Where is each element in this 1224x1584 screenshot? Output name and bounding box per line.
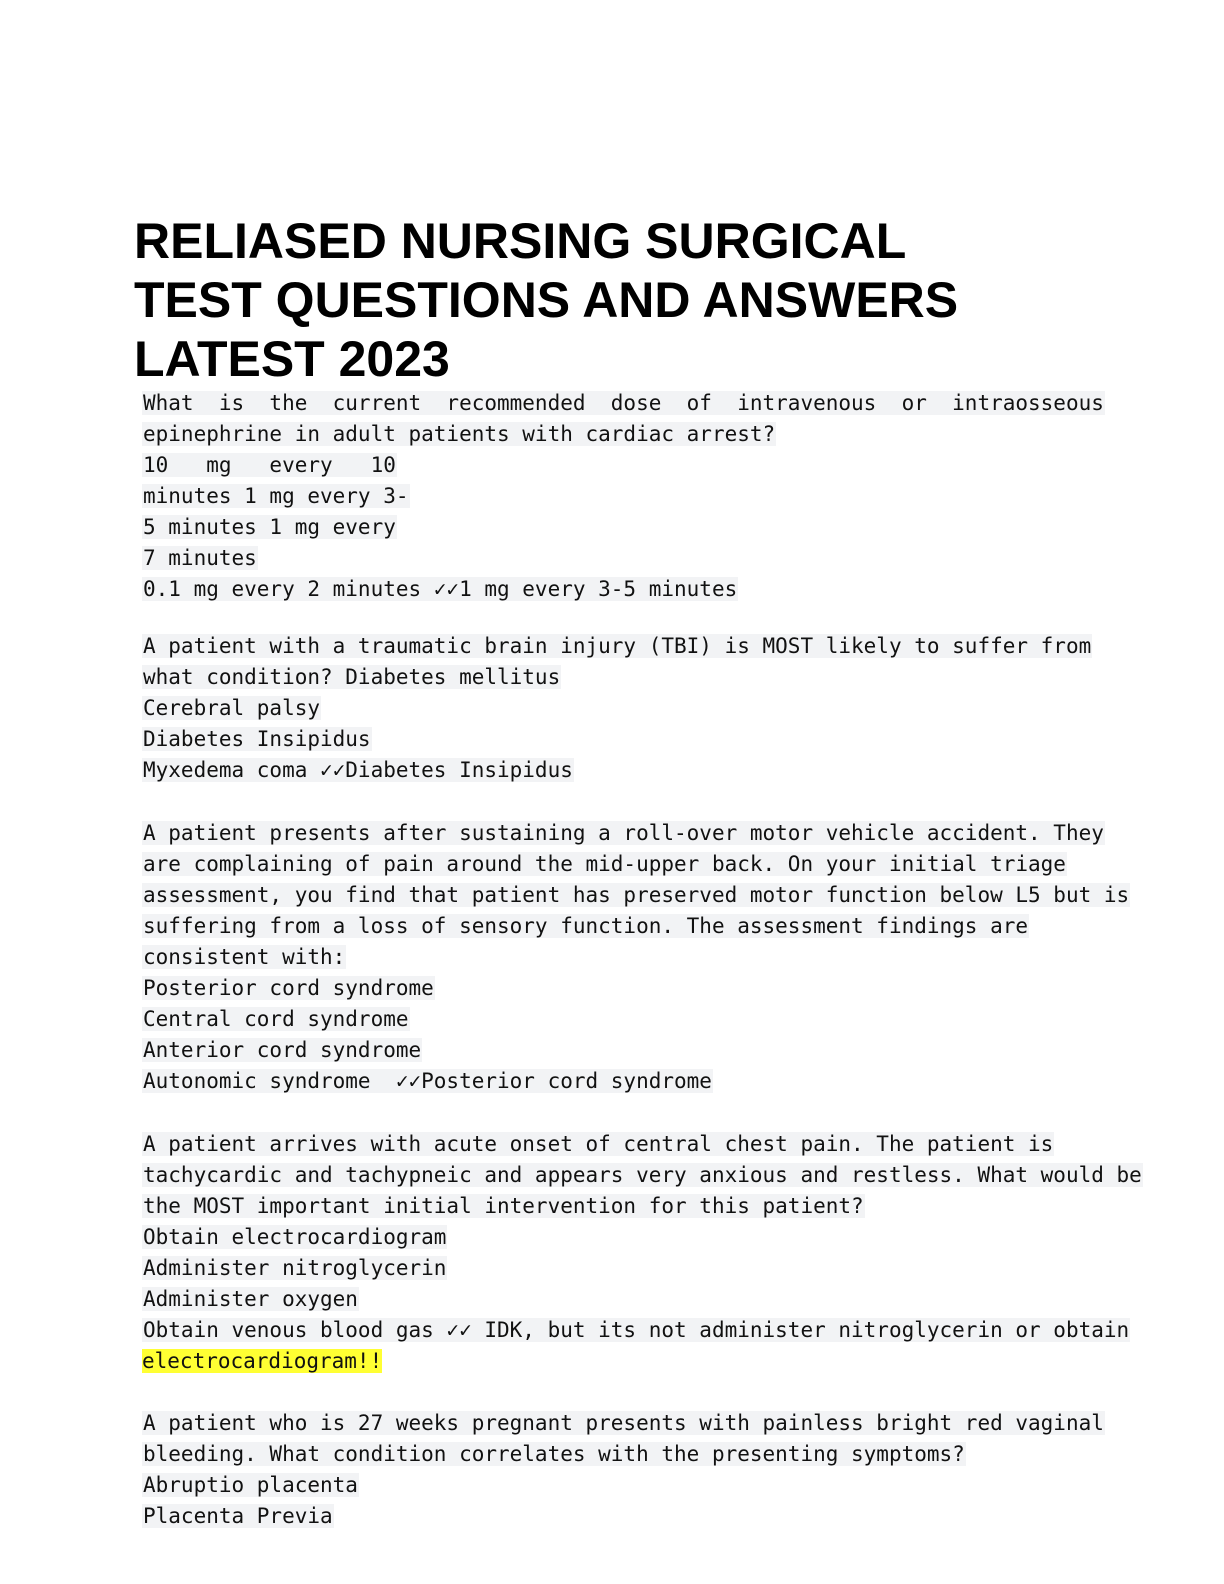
answer-option: Central cord syndrome [143,1007,409,1031]
document-title [134,212,1094,389]
answer-option: Anterior cord syndrome [143,1038,422,1062]
question-block-3 [142,818,1130,1097]
question-block-4 [142,1129,1142,1377]
question-text: A patient with a traumatic brain injury (TBI) is MOST likely to suffer from [143,634,1092,658]
question-text: assessment, you find that patient has preserved motor function below L5 but is [143,883,1130,907]
question-text: A patient arrives with acute onset of central chest pain. The patient is [143,1132,1054,1156]
answer-option: Abruptio placenta [143,1473,358,1497]
answer-option: Posterior cord syndrome [143,976,434,1000]
question-block-2 [142,631,1092,786]
answer-option: Administer nitroglycerin [143,1256,447,1280]
answer-option: 7 minutes [143,546,257,570]
title-line: RELIASED NURSING SURGICAL [134,213,907,269]
question-text: suffering from a loss of sensory function. The assessment findings are [143,914,1029,938]
question-text: A patient who is 27 weeks pregnant presents with painless bright red vaginal [143,1411,1104,1435]
answer-option: Placenta Previa [143,1504,333,1528]
question-text: are complaining of pain around the mid-upper back. On your initial triage [143,852,1066,876]
question-text: What is the current recommended dose of intravenous or intraosseous [143,391,1104,415]
question-text: consistent with: [143,945,346,969]
answer-line: Obtain venous blood gas ✓✓ IDK, but its not administer nitroglycerin or obtain [143,1318,1130,1342]
question-text: epinephrine in adult patients with cardiac arrest? [143,422,776,446]
question-text: bleeding. What condition correlates with the presenting symptoms? [143,1442,965,1466]
answer-option: Administer oxygen [143,1287,358,1311]
title-line: LATEST 2023 [134,331,450,387]
question-text: tachycardic and tachypneic and appears very anxious and restless. What would be [143,1163,1142,1187]
answer-line: 0.1 mg every 2 minutes ✓✓1 mg every 3-5 minutes [143,577,738,601]
answer-option: Cerebral palsy [143,696,321,720]
answer-line: Myxedema coma ✓✓Diabetes Insipidus [143,758,573,782]
document-body [142,388,1142,1532]
answer-line: Autonomic syndrome ✓✓Posterior cord syndrome [143,1069,712,1093]
answer-option: 10 mg every 10 [143,453,396,477]
answer-option: Obtain electrocardiogram [143,1225,447,1249]
question-text: the MOST important initial intervention for this patient? [143,1194,864,1218]
question-text: A patient presents after sustaining a roll-over motor vehicle accident. They [143,821,1104,845]
answer-option: minutes 1 mg every 3- [143,484,409,508]
question-block-1 [142,388,1104,605]
question-block-5 [142,1408,1104,1532]
highlighted-text: electrocardiogram!! [142,1349,383,1373]
title-line: TEST QUESTIONS AND ANSWERS [134,272,959,328]
answer-option: Diabetes Insipidus [143,727,371,751]
answer-option: 5 minutes 1 mg every [143,515,396,539]
question-text: what condition? Diabetes mellitus [143,665,561,689]
